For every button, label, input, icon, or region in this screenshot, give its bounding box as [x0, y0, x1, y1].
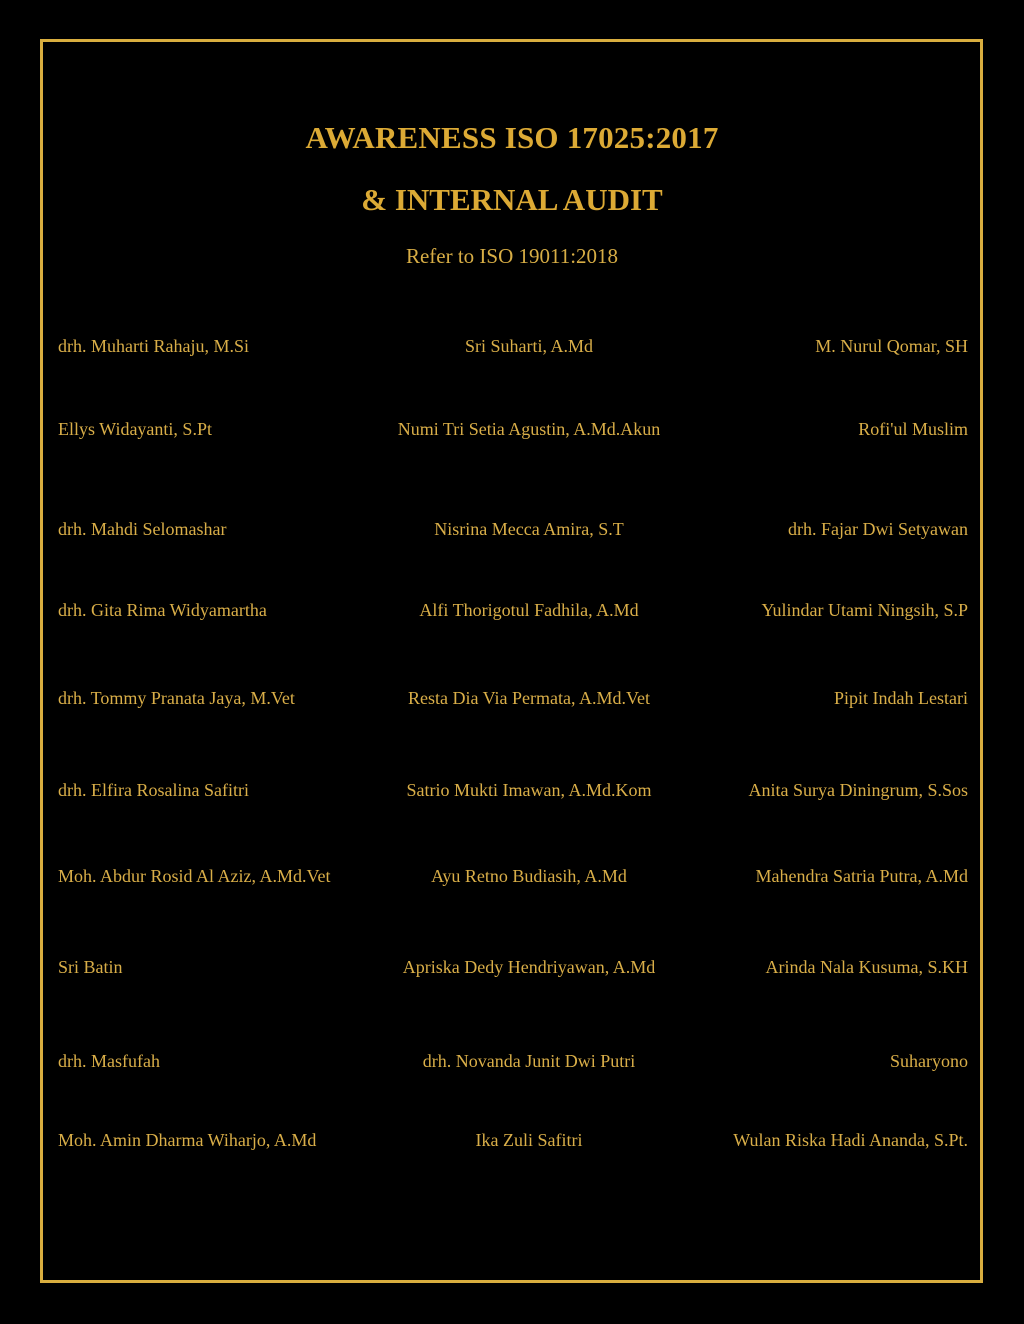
- participant-name: drh. Masfufah: [58, 1051, 160, 1071]
- participant-name: Ika Zuli Safitri: [475, 1130, 583, 1150]
- gold-border-frame: [40, 39, 983, 1283]
- participant-name: drh. Muharti Rahaju, M.Si: [58, 336, 249, 356]
- participant-name: Sri Suharti, A.Md: [464, 336, 594, 356]
- participant-name: Yulindar Utami Ningsih, S.P: [761, 600, 968, 620]
- participant-name: Resta Dia Via Permata, A.Md.Vet: [407, 688, 651, 708]
- document-title-line2: & INTERNAL AUDIT: [361, 182, 663, 217]
- participant-name: drh. Mahdi Selomashar: [58, 519, 227, 539]
- participant-name: drh. Gita Rima Widyamartha: [58, 600, 267, 620]
- participant-name: Ellys Widayanti, S.Pt: [58, 419, 212, 439]
- participant-name: Satrio Mukti Imawan, A.Md.Kom: [406, 780, 652, 800]
- participant-name: Suharyono: [890, 1051, 968, 1071]
- participant-name: Sri Batin: [58, 957, 123, 977]
- participant-name: M. Nurul Qomar, SH: [815, 336, 968, 356]
- participant-name: Mahendra Satria Putra, A.Md: [755, 866, 968, 886]
- participant-name: Moh. Amin Dharma Wiharjo, A.Md: [58, 1130, 317, 1150]
- participant-name: Alfi Thorigotul Fadhila, A.Md: [419, 600, 639, 620]
- participant-name: Pipit Indah Lestari: [834, 688, 968, 708]
- participant-name: Moh. Abdur Rosid Al Aziz, A.Md.Vet: [58, 866, 331, 886]
- document-subtitle: Refer to ISO 19011:2018: [405, 244, 619, 268]
- participant-name: Rofi'ul Muslim: [858, 419, 968, 439]
- participant-name: drh. Tommy Pranata Jaya, M.Vet: [58, 688, 295, 708]
- participant-name: Numi Tri Setia Agustin, A.Md.Akun: [397, 419, 661, 439]
- participant-name: drh. Elfira Rosalina Safitri: [58, 780, 249, 800]
- participant-name: Nisrina Mecca Amira, S.T: [434, 519, 624, 539]
- participant-name: Anita Surya Diningrum, S.Sos: [748, 780, 968, 800]
- participant-name: drh. Fajar Dwi Setyawan: [788, 519, 968, 539]
- participant-name: drh. Novanda Junit Dwi Putri: [422, 1051, 636, 1071]
- participant-name: Apriska Dedy Hendriyawan, A.Md: [402, 957, 656, 977]
- participant-name: Arinda Nala Kusuma, S.KH: [765, 957, 968, 977]
- document-title-line1: AWARENESS ISO 17025:2017: [305, 120, 719, 155]
- participant-name: Wulan Riska Hadi Ananda, S.Pt.: [733, 1130, 968, 1150]
- participant-name: Ayu Retno Budiasih, A.Md: [431, 866, 627, 886]
